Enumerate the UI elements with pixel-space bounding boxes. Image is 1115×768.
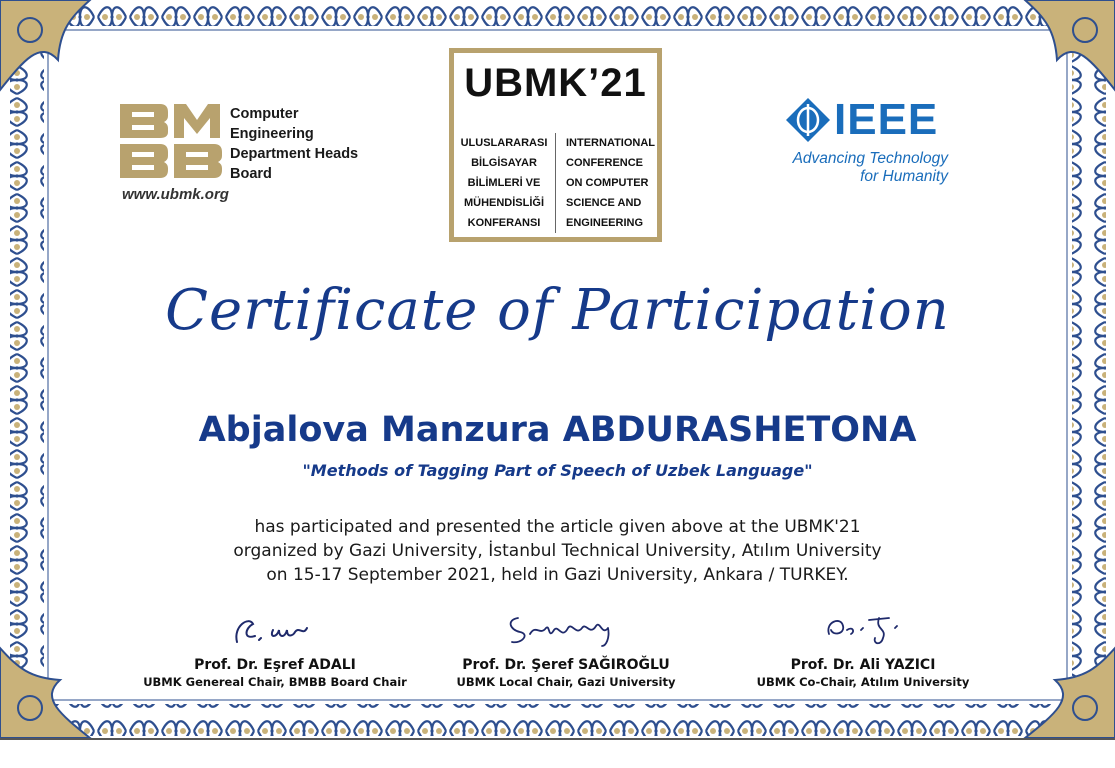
signatory-role: UBMK Co-Chair, Atılım University bbox=[756, 675, 970, 689]
signatory-name: Prof. Dr. Eşref ADALI bbox=[194, 657, 356, 673]
handwritten-signature bbox=[496, 606, 636, 652]
article-title: "Methods of Tagging Part of Speech of Uzbek Language" bbox=[302, 461, 813, 480]
signatory-name: Prof. Dr. Şeref SAĞIROĞLU bbox=[462, 657, 670, 673]
bmbb-mark-icon bbox=[120, 104, 224, 178]
signature-block-adali bbox=[135, 606, 415, 690]
certificate-title: Certificate of Participation bbox=[165, 278, 950, 343]
bottom-strip bbox=[0, 738, 1115, 768]
bmbb-url: www.ubmk.org bbox=[122, 186, 229, 203]
signature-block-sagiroglu bbox=[426, 606, 706, 690]
ieee-diamond-icon bbox=[784, 96, 832, 144]
signatory-role: UBMK Local Chair, Gazi University bbox=[456, 675, 676, 689]
body-line: has participated and presented the article given above at the UBMK'21 bbox=[254, 517, 861, 537]
ubmk-turkish-name: ULUSLARARASI BİLGİSAYAR BİLİMLERİ VE MÜHENDİSLİĞİ KONFERANSI bbox=[460, 137, 548, 229]
ubmk-divider bbox=[555, 133, 556, 233]
ubmk-english-name: INTERNATIONAL CONFERENCE ON COMPUTER SCIENCE AND ENGINEERING bbox=[566, 137, 656, 229]
ieee-wordmark: IEEE bbox=[834, 95, 939, 144]
signatory-role: UBMK Genereal Chair, BMBB Board Chair bbox=[143, 675, 407, 689]
signature-block-yazici bbox=[723, 606, 1003, 690]
handwritten-signature bbox=[803, 606, 923, 652]
ubmk-title: UBMK’21 bbox=[464, 61, 647, 105]
certificate-body bbox=[0, 515, 1115, 587]
ieee-tagline: Advancing Technology for Humanity bbox=[792, 150, 948, 185]
body-line: on 15-17 September 2021, held in Gazi University, Ankara / TURKEY. bbox=[266, 565, 849, 585]
ubmk21-logo bbox=[449, 48, 662, 242]
ieee-logo bbox=[784, 96, 964, 192]
bmbb-name: Computer Engineering Department Heads Board bbox=[230, 106, 359, 182]
signatory-name: Prof. Dr. Ali YAZICI bbox=[790, 657, 936, 673]
bmbb-logo bbox=[120, 104, 380, 204]
recipient-name: Abjalova Manzura ABDURASHETONA bbox=[198, 410, 917, 450]
body-line: organized by Gazi University, İstanbul Technical University, Atılım University bbox=[233, 541, 882, 561]
handwritten-signature bbox=[215, 606, 335, 652]
